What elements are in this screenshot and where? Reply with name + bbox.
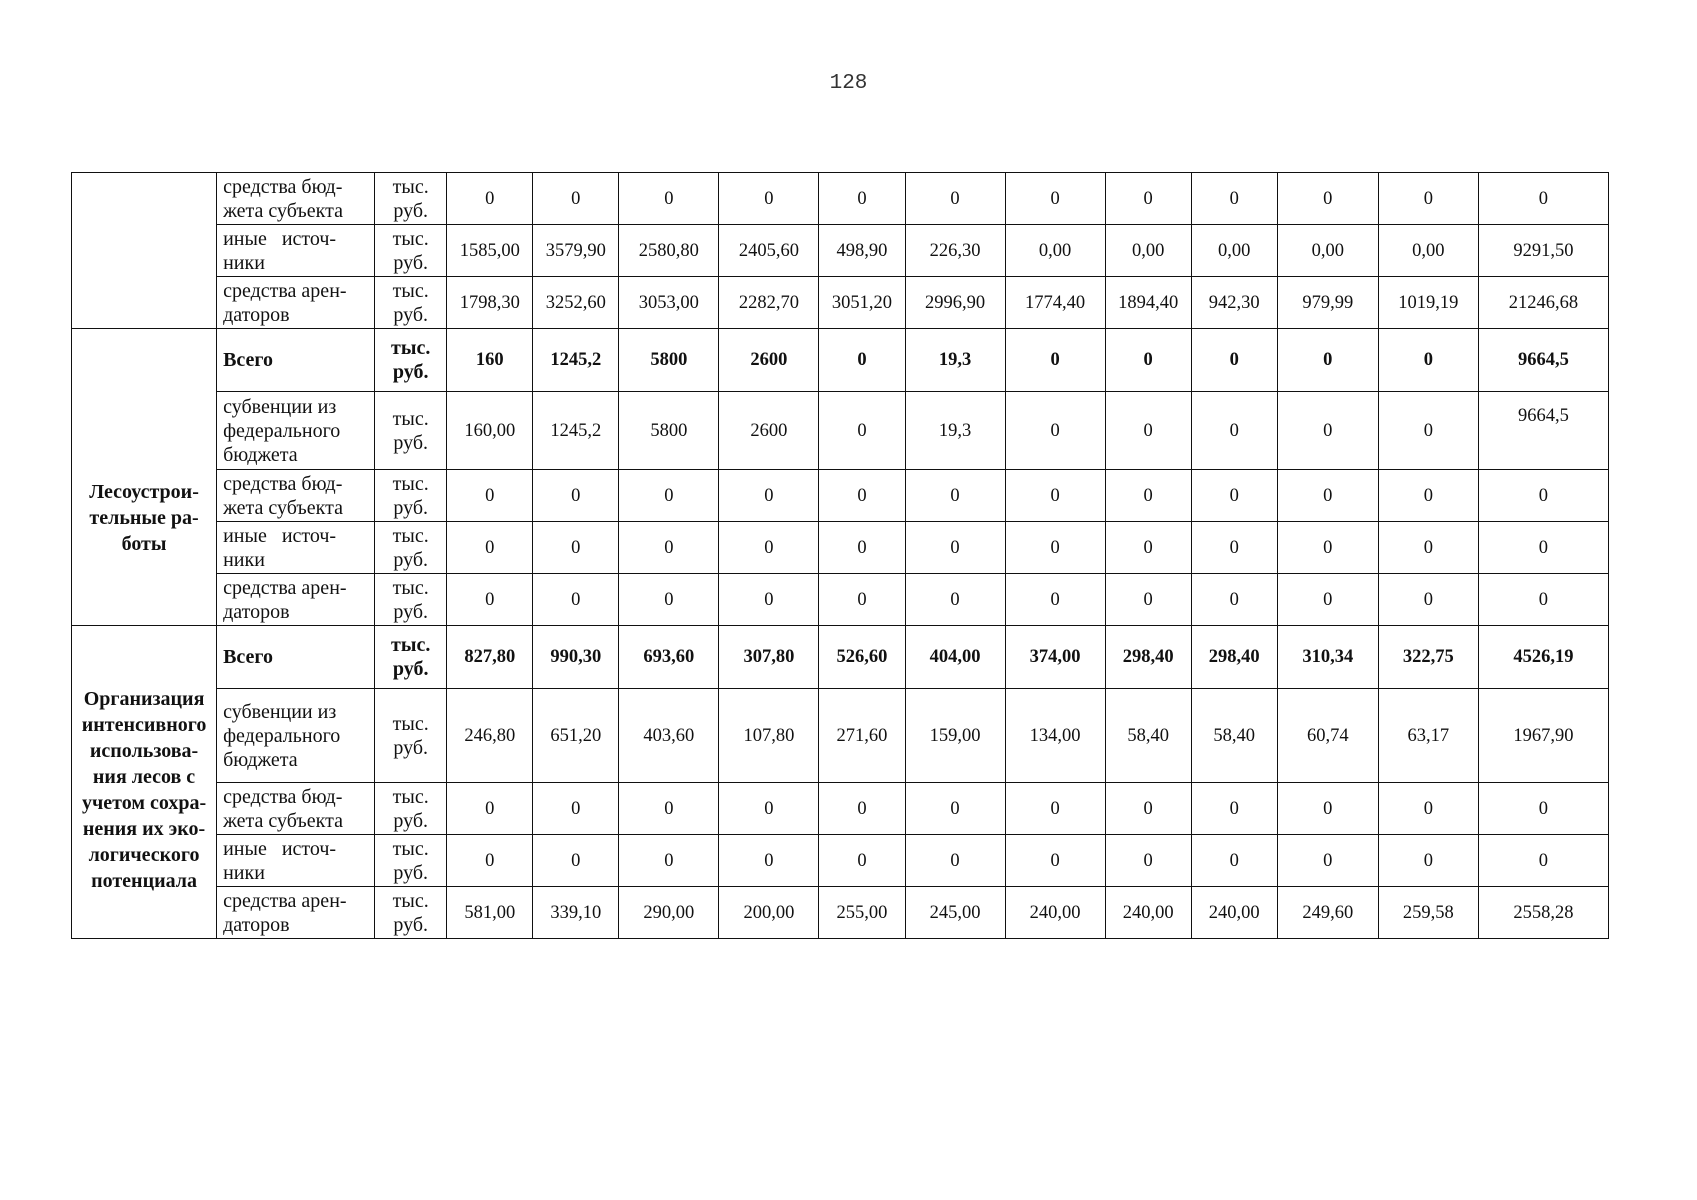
funding-source-line: средства арен- [223, 576, 347, 599]
unit-line: тыс. [392, 576, 429, 599]
unit-line: руб. [393, 736, 429, 759]
value-cell: 2600 [719, 329, 819, 392]
value-cell: 1245,2 [533, 392, 619, 470]
section-title-line: логического [88, 844, 200, 866]
value-cell: 9664,5 [1478, 329, 1608, 392]
unit-line: руб. [393, 809, 429, 832]
value-cell: 2996,90 [905, 277, 1005, 329]
value-cell: 0 [533, 522, 619, 574]
value-cell: 0 [1005, 574, 1105, 626]
section-title-line: интенсивного [81, 714, 207, 736]
funding-source [217, 329, 375, 392]
funding-source-line: иные источ- [223, 524, 337, 547]
value-cell: 290,00 [619, 887, 719, 939]
unit-line: руб. [393, 251, 429, 274]
value-cell: 979,99 [1277, 277, 1378, 329]
funding-source-line: средства арен- [223, 279, 347, 302]
value-cell: 0 [1005, 329, 1105, 392]
value-cell: 0 [1277, 470, 1378, 522]
unit-line: руб. [393, 600, 429, 623]
value-cell: 58,40 [1105, 689, 1191, 783]
unit-line: руб. [393, 431, 429, 454]
unit [375, 277, 447, 329]
table-row [72, 689, 1609, 783]
value-cell: 0 [1191, 470, 1277, 522]
value-cell: 0 [1277, 783, 1378, 835]
unit [375, 173, 447, 225]
unit [375, 574, 447, 626]
value-cell: 2600 [719, 392, 819, 470]
funding-source-line: ники [223, 861, 265, 884]
value-cell: 404,00 [905, 626, 1005, 689]
value-cell: 3252,60 [533, 277, 619, 329]
value-cell: 0 [447, 470, 533, 522]
value-cell: 0 [1378, 470, 1478, 522]
value-cell: 0 [619, 783, 719, 835]
value-cell: 4526,19 [1478, 626, 1608, 689]
funding-source [217, 522, 375, 574]
value-cell: 259,58 [1378, 887, 1478, 939]
unit-line: тыс. [391, 634, 431, 656]
unit [375, 689, 447, 783]
funding-source [217, 277, 375, 329]
value-cell: 0 [905, 522, 1005, 574]
unit [375, 626, 447, 689]
unit-line: тыс. [392, 785, 429, 808]
value-cell: 0 [1005, 392, 1105, 470]
unit-line: руб. [393, 861, 429, 884]
value-cell: 0 [1277, 522, 1378, 574]
unit-line: тыс. [392, 472, 429, 495]
funding-source-line: средства бюд- [223, 175, 343, 198]
value-cell: 1967,90 [1478, 689, 1608, 783]
funding-source [217, 626, 375, 689]
value-cell: 0 [619, 470, 719, 522]
value-cell: 0 [1277, 173, 1378, 225]
funding-source-line: средства арен- [223, 889, 347, 912]
table-row [72, 470, 1609, 522]
funding-source [217, 173, 375, 225]
value-cell: 255,00 [819, 887, 905, 939]
unit-line: руб. [392, 361, 429, 383]
value-cell: 1019,19 [1378, 277, 1478, 329]
unit [375, 835, 447, 887]
value-cell: 0 [1378, 392, 1478, 470]
value-cell: 0 [1191, 173, 1277, 225]
value-cell: 226,30 [905, 225, 1005, 277]
value-cell: 310,34 [1277, 626, 1378, 689]
value-cell: 0,00 [1378, 225, 1478, 277]
table-row [72, 522, 1609, 574]
value-cell: 5800 [619, 392, 719, 470]
unit [375, 392, 447, 470]
value-cell: 0 [447, 522, 533, 574]
unit [375, 887, 447, 939]
value-cell: 693,60 [619, 626, 719, 689]
value-cell: 298,40 [1191, 626, 1277, 689]
value-cell: 0 [1105, 835, 1191, 887]
funding-source [217, 225, 375, 277]
value-cell: 3579,90 [533, 225, 619, 277]
section-title-line: боты [121, 533, 167, 555]
table-row [72, 887, 1609, 939]
section-title [72, 173, 217, 329]
value-cell: 2580,80 [619, 225, 719, 277]
value-cell: 0 [1478, 522, 1608, 574]
value-cell: 0 [1005, 173, 1105, 225]
value-cell: 0 [1191, 574, 1277, 626]
value-cell: 0 [1378, 173, 1478, 225]
table-row [72, 574, 1609, 626]
value-cell: 0 [819, 173, 905, 225]
funding-source-line: средства бюд- [223, 785, 343, 808]
value-cell: 21246,68 [1478, 277, 1608, 329]
section-title [72, 329, 217, 626]
value-cell: 0 [719, 470, 819, 522]
value-cell: 0 [719, 783, 819, 835]
value-cell: 0 [1277, 392, 1378, 470]
value-cell: 0 [819, 835, 905, 887]
unit [375, 225, 447, 277]
page-number: 128 [829, 72, 868, 95]
value-cell: 0 [719, 835, 819, 887]
value-cell: 0 [719, 173, 819, 225]
unit [375, 329, 447, 392]
value-cell: 3051,20 [819, 277, 905, 329]
funding-source-line: Всего [223, 349, 274, 371]
value-cell: 374,00 [1005, 626, 1105, 689]
value-cell: 0 [905, 783, 1005, 835]
funding-source-line: жета субъекта [223, 199, 343, 222]
value-cell: 63,17 [1378, 689, 1478, 783]
value-cell: 0 [447, 173, 533, 225]
value-cell: 0 [1378, 783, 1478, 835]
value-cell: 60,74 [1277, 689, 1378, 783]
funding-source [217, 392, 375, 470]
value-cell: 0 [1277, 835, 1378, 887]
unit-line: руб. [393, 913, 429, 936]
value-cell: 0 [819, 329, 905, 392]
funding-source [217, 574, 375, 626]
table-row [72, 225, 1609, 277]
value-cell: 0 [1005, 783, 1105, 835]
value-cell: 0 [533, 574, 619, 626]
unit-line: тыс. [392, 837, 429, 860]
funding-source [217, 887, 375, 939]
unit [375, 783, 447, 835]
value-cell: 240,00 [1105, 887, 1191, 939]
value-cell: 0,00 [1277, 225, 1378, 277]
value-cell: 0 [1105, 329, 1191, 392]
section-title-line: нения их эко- [82, 818, 206, 840]
value-cell: 0 [1277, 574, 1378, 626]
unit [375, 522, 447, 574]
value-cell: 827,80 [447, 626, 533, 689]
value-cell: 0 [819, 470, 905, 522]
value-cell: 0 [1005, 835, 1105, 887]
value-cell: 0 [1478, 470, 1608, 522]
value-cell: 0 [1105, 173, 1191, 225]
value-cell: 0 [1478, 783, 1608, 835]
value-cell: 1585,00 [447, 225, 533, 277]
value-cell: 0 [719, 522, 819, 574]
funding-source-line: Всего [223, 646, 274, 668]
value-cell: 1798,30 [447, 277, 533, 329]
table-body [72, 173, 1609, 939]
value-cell: 0 [1478, 835, 1608, 887]
value-cell: 0 [1105, 522, 1191, 574]
unit-line: руб. [393, 496, 429, 519]
funding-source-line: субвенции из [223, 395, 337, 418]
unit-line: тыс. [392, 227, 429, 250]
value-cell: 1894,40 [1105, 277, 1191, 329]
value-cell: 0 [905, 574, 1005, 626]
value-cell: 0 [1378, 835, 1478, 887]
value-cell: 581,00 [447, 887, 533, 939]
table-row [72, 329, 1609, 392]
value-cell: 249,60 [1277, 887, 1378, 939]
unit-line: руб. [393, 303, 429, 326]
unit [375, 470, 447, 522]
unit-line: тыс. [392, 889, 429, 912]
value-cell: 0 [1191, 783, 1277, 835]
funding-source-line: иные источ- [223, 227, 337, 250]
value-cell: 0 [819, 783, 905, 835]
value-cell: 0,00 [1005, 225, 1105, 277]
value-cell: 0 [619, 173, 719, 225]
funding-source-line: бюджета [223, 748, 298, 771]
funding-source-line: федерального [223, 724, 341, 747]
value-cell: 9664,5 [1478, 392, 1608, 470]
value-cell: 0 [1191, 329, 1277, 392]
value-cell: 0 [1105, 574, 1191, 626]
value-cell: 0 [619, 522, 719, 574]
value-cell: 160,00 [447, 392, 533, 470]
value-cell: 134,00 [1005, 689, 1105, 783]
value-cell: 0 [1005, 470, 1105, 522]
value-cell: 0 [819, 392, 905, 470]
funding-source [217, 470, 375, 522]
unit-line: тыс. [392, 407, 429, 430]
unit-line: тыс. [391, 337, 431, 359]
funding-source-line: федерального [223, 419, 341, 442]
value-cell: 0 [1191, 392, 1277, 470]
table-row [72, 783, 1609, 835]
value-cell: 0 [1378, 574, 1478, 626]
table-row [72, 626, 1609, 689]
value-cell: 498,90 [819, 225, 905, 277]
value-cell: 990,30 [533, 626, 619, 689]
value-cell: 2405,60 [719, 225, 819, 277]
value-cell: 240,00 [1191, 887, 1277, 939]
funding-source-line: бюджета [223, 443, 298, 466]
value-cell: 0 [447, 835, 533, 887]
value-cell: 19,3 [905, 392, 1005, 470]
value-cell: 3053,00 [619, 277, 719, 329]
value-cell: 9291,50 [1478, 225, 1608, 277]
value-cell: 0 [619, 835, 719, 887]
value-cell: 107,80 [719, 689, 819, 783]
funding-source-line: субвенции из [223, 700, 337, 723]
value-cell: 0 [719, 574, 819, 626]
section-title-line: Лесоустрои- [89, 481, 199, 503]
value-cell: 245,00 [905, 887, 1005, 939]
unit-line: тыс. [392, 712, 429, 735]
value-cell: 271,60 [819, 689, 905, 783]
value-cell: 5800 [619, 329, 719, 392]
value-cell: 19,3 [905, 329, 1005, 392]
funding-source-line: иные источ- [223, 837, 337, 860]
funding-source [217, 835, 375, 887]
value-cell: 2282,70 [719, 277, 819, 329]
section-title-line: ния лесов с [92, 766, 196, 788]
value-cell: 0 [1005, 522, 1105, 574]
funding-source-line: ники [223, 548, 265, 571]
table-row [72, 392, 1609, 470]
value-cell: 526,60 [819, 626, 905, 689]
value-cell: 0 [1105, 783, 1191, 835]
value-cell: 200,00 [719, 887, 819, 939]
value-cell: 0 [819, 522, 905, 574]
value-cell: 1245,2 [533, 329, 619, 392]
unit-line: тыс. [392, 279, 429, 302]
value-cell: 0 [1191, 522, 1277, 574]
funding-source-line: даторов [223, 303, 290, 326]
value-cell: 0 [1105, 470, 1191, 522]
value-cell: 58,40 [1191, 689, 1277, 783]
table-row [72, 835, 1609, 887]
section-title-line: Организация [83, 688, 205, 710]
unit-line: руб. [393, 199, 429, 222]
unit-line: тыс. [392, 524, 429, 547]
unit-line: руб. [393, 548, 429, 571]
value-cell: 0 [533, 470, 619, 522]
value-cell: 1774,40 [1005, 277, 1105, 329]
value-cell: 0 [533, 783, 619, 835]
value-cell: 159,00 [905, 689, 1005, 783]
table-row [72, 277, 1609, 329]
funding-source [217, 689, 375, 783]
value-cell: 298,40 [1105, 626, 1191, 689]
value-cell: 339,10 [533, 887, 619, 939]
value-cell: 403,60 [619, 689, 719, 783]
funding-table [71, 172, 1609, 939]
value-cell: 240,00 [1005, 887, 1105, 939]
value-cell: 0 [533, 173, 619, 225]
value-cell: 2558,28 [1478, 887, 1608, 939]
section-title-line: тельные ра- [89, 507, 199, 529]
funding-source-line: даторов [223, 913, 290, 936]
section-title-line: потенциала [91, 870, 198, 892]
value-cell: 0,00 [1105, 225, 1191, 277]
value-cell: 0 [447, 783, 533, 835]
section-title-line: учетом сохра- [81, 792, 207, 814]
section-title-line: использова- [89, 740, 199, 762]
unit-line: руб. [392, 658, 429, 680]
value-cell: 0 [819, 574, 905, 626]
value-cell: 0 [1478, 173, 1608, 225]
value-cell: 160 [447, 329, 533, 392]
value-cell: 307,80 [719, 626, 819, 689]
table-row [72, 173, 1609, 225]
funding-source-line: ники [223, 251, 265, 274]
value-cell: 0 [619, 574, 719, 626]
funding-source [217, 783, 375, 835]
funding-source-line: даторов [223, 600, 290, 623]
value-cell: 0 [1378, 329, 1478, 392]
value-cell: 0 [905, 835, 1005, 887]
value-cell: 0 [1277, 329, 1378, 392]
value-cell: 0 [1191, 835, 1277, 887]
value-cell: 942,30 [1191, 277, 1277, 329]
value-cell: 651,20 [533, 689, 619, 783]
value-cell: 246,80 [447, 689, 533, 783]
funding-source-line: средства бюд- [223, 472, 343, 495]
section-title [72, 626, 217, 939]
value-cell: 0,00 [1191, 225, 1277, 277]
value-cell: 0 [1378, 522, 1478, 574]
unit-line: тыс. [392, 175, 429, 198]
value-cell: 0 [905, 470, 1005, 522]
value-cell: 0 [1478, 574, 1608, 626]
value-cell: 0 [905, 173, 1005, 225]
value-cell: 0 [533, 835, 619, 887]
funding-source-line: жета субъекта [223, 809, 343, 832]
value-cell: 0 [447, 574, 533, 626]
funding-source-line: жета субъекта [223, 496, 343, 519]
value-cell: 0 [1105, 392, 1191, 470]
value-cell: 322,75 [1378, 626, 1478, 689]
